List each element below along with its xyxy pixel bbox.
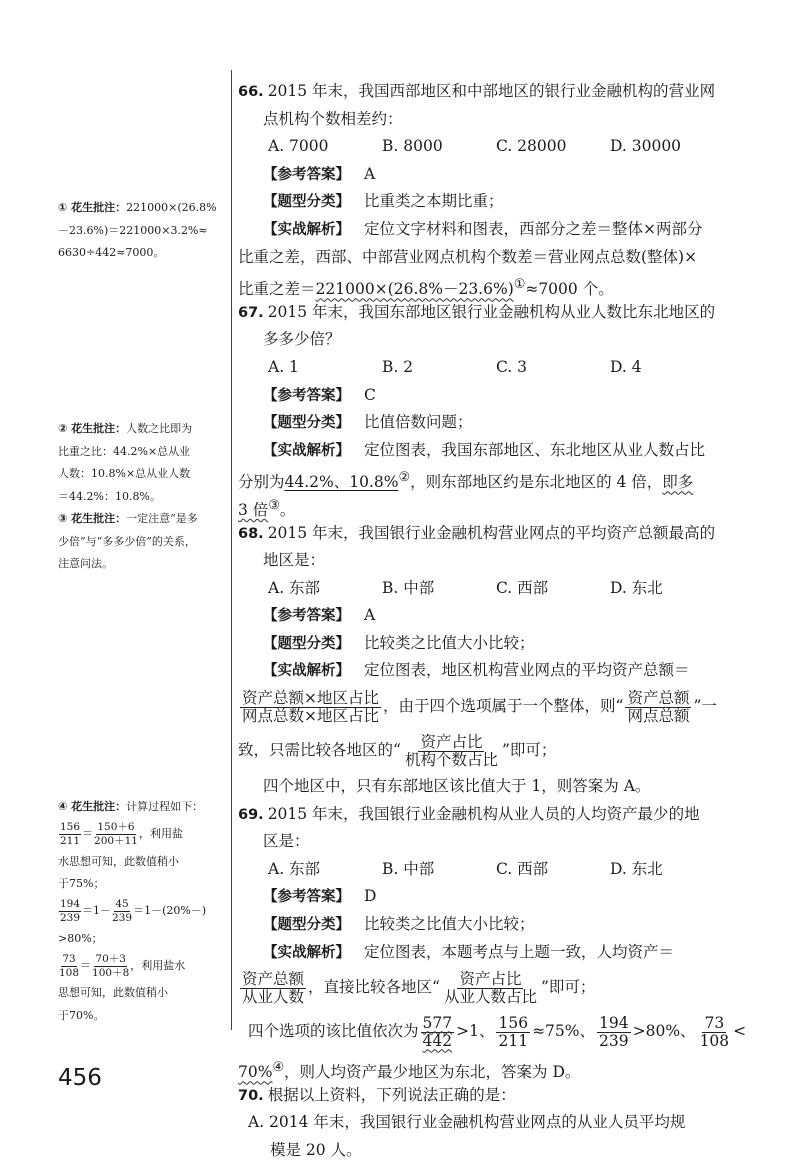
main-column bbox=[238, 78, 747, 1165]
side-note-4: ④ 花生批注：计算过程如下： $\frac{156}{211}$ ＝ $\frac{150+6}{200+11}$ ，利用盐 水思想可知，此数值稍小 于75%； $\frac{194}{239}$ ＝1－ $\frac{45}{239}$ ＝1－(20%－) >80%； $\frac{73}{108}$ ＝ $\frac{70+3}{100+8}$ ，利用盐水 思想可知，此数值稍小 于70%。 bbox=[58, 800, 207, 1022]
option-c: C. 28000 bbox=[496, 137, 567, 156]
fraction: $\frac{45}{239}$ bbox=[112, 898, 133, 924]
option-d: D. 东北 bbox=[610, 578, 663, 597]
question-66-answer: 【参考答案】 A bbox=[263, 164, 376, 183]
question-68-options bbox=[238, 575, 730, 603]
option-b: B. 2 bbox=[382, 357, 414, 376]
option-d: D. 4 bbox=[610, 357, 642, 376]
question-69-analysis-line-4: 70%④，则人均资产最少地区为东北，答案为 D。 bbox=[238, 1060, 581, 1082]
question-66-analysis-line-2: 比重之差，西部、中部营业网点机构个数差＝营业网点总数(整体)× bbox=[238, 247, 698, 266]
fraction: $\frac{\text{资产总额}}{\text{网点总额}}$ bbox=[627, 688, 690, 725]
question-69-stem-line-2: 区是： bbox=[263, 832, 310, 851]
fraction: $\frac{156}{211}$ bbox=[60, 821, 81, 847]
column-divider bbox=[231, 70, 232, 1030]
question-66-analysis-line-3: 比重之差＝221000×(26.8%－23.6%)①≈7000 个。 bbox=[238, 277, 614, 299]
question-67-stem-line-1: 67. 2015 年末，我国东部地区银行业金融机构从业人数比东北地区的 bbox=[238, 302, 716, 321]
question-68-answer: 【参考答案】 A bbox=[263, 606, 376, 625]
question-69-type: 【题型分类】 比较类之比值大小比较； bbox=[263, 915, 535, 934]
fraction: $\frac{70+3}{100+8}$ bbox=[92, 952, 130, 979]
fraction: $\frac{150+6}{200+11}$ bbox=[94, 821, 138, 847]
fraction: $\frac{194}{239}$ bbox=[60, 898, 81, 924]
question-66-options bbox=[238, 133, 730, 161]
fraction: $\frac{73}{108}$ bbox=[59, 952, 80, 979]
option-b: B. 中部 bbox=[382, 859, 435, 878]
question-67-type: 【题型分类】 比值倍数问题； bbox=[263, 413, 473, 432]
question-66-stem-line-1: 66. 2015 年末，我国西部地区和中部地区的银行业金融机构的营业网 bbox=[238, 82, 716, 100]
option-d: D. 东北 bbox=[610, 859, 663, 878]
question-66-type: 【题型分类】 比重类之本期比重； bbox=[263, 192, 504, 211]
option-b: B. 8000 bbox=[382, 137, 443, 156]
question-67-analysis-line-1: 【实战解析】 定位图表，我国东部地区、东北地区从业人数占比 bbox=[263, 440, 706, 459]
question-67-answer: 【参考答案】 C bbox=[263, 385, 376, 404]
option-d: D. 30000 bbox=[610, 137, 682, 156]
fraction: $\frac{\text{资产占比}}{\text{从业人数占比}}$ bbox=[443, 969, 537, 1006]
question-66-analysis-line-1: 【实战解析】 定位文字材料和图表，西部分之差＝整体×两部分 bbox=[263, 219, 703, 238]
fraction: $\frac{73}{108}$ bbox=[699, 1013, 730, 1050]
option-a: A. 东部 bbox=[268, 859, 321, 878]
question-70-option-a-line-2: 模是 20 人。 bbox=[270, 1141, 362, 1159]
option-c: C. 3 bbox=[496, 357, 528, 376]
question-68-stem-line-1: 68. 2015 年末，我国银行业金融机构营业网点的平均资产总额最高的 bbox=[238, 523, 716, 542]
fraction: $\frac{156}{211}$ bbox=[498, 1013, 529, 1050]
fraction: $\frac{\text{资产占比}}{\text{机构个数占比}}$ bbox=[404, 732, 498, 769]
option-a: A. 东部 bbox=[268, 578, 321, 597]
question-69-options bbox=[238, 856, 730, 884]
page-number: 456 bbox=[58, 1065, 102, 1091]
question-68-type: 【题型分类】 比较类之比值大小比较； bbox=[263, 633, 535, 652]
question-69-stem-line-1: 69. 2015 年末，我国银行业金融机构从业人员的人均资产最少的地 bbox=[238, 804, 700, 823]
question-69-answer: 【参考答案】 D bbox=[263, 887, 377, 906]
fraction: $\frac{\text{资产总额}}{\text{从业人数}}$ bbox=[242, 969, 305, 1006]
question-68-stem-line-2: 地区是： bbox=[263, 551, 326, 570]
question-70-option-a-line-1: A. 2014 年末，我国银行业金融机构营业网点的从业人员平均规 bbox=[248, 1113, 686, 1132]
question-67-analysis-line-2: 分别为44.2%、10.8%②，则东部地区约是东北地区的 4 倍，即多 bbox=[238, 470, 694, 492]
option-a: A. 1 bbox=[268, 357, 299, 376]
question-68-analysis-line-3: 致，只需比较各地区的“ $\frac{\text{资产占比}}{\text{机构个数占比}}$ ”即可； bbox=[238, 732, 557, 769]
question-66-stem-line-2: 点机构个数相差约： bbox=[263, 109, 403, 128]
question-69-analysis-line-1: 【实战解析】 定位图表，本题考点与上题一致，人均资产＝ bbox=[263, 942, 675, 961]
option-c: C. 西部 bbox=[496, 578, 549, 597]
option-a: A. 7000 bbox=[268, 137, 329, 156]
question-67-analysis-line-3: 3 倍③。 bbox=[238, 497, 296, 520]
side-note-3: ③ 花生批注：一定注意“是多 少倍”与“多多少倍”的关系， 注意问法。 bbox=[58, 512, 198, 570]
question-69-analysis-line-2: $\frac{\text{资产总额}}{\text{从业人数}}$ ，直接比较各地区“ $\frac{\text{资产占比}}{\text{从业人数占比}}$ ”即可； bbox=[242, 969, 596, 1006]
question-67-stem-line-2: 多多少倍？ bbox=[263, 330, 341, 349]
question-70-stem: 70. 根据以上资料，下列说法正确的是： bbox=[238, 1085, 516, 1104]
question-69-analysis-line-3: 四个选项的该比值依次为 $\frac{577}{442}$ >1、 $\frac{156}{211}$ ≈75%、 $\frac{194}{239}$ >80%、 $\frac{73}{108}$ < bbox=[248, 1013, 747, 1050]
question-68-conclusion: 四个地区中，只有东部地区该比值大于 1，则答案为 A。 bbox=[263, 777, 651, 796]
side-note-2: ② 花生批注：人数之比即为 比重之比：44.2%×总从业 人数：10.8%×总从业人数 ＝44.2%：10.8%。 bbox=[58, 422, 193, 503]
fraction: $\frac{194}{239}$ bbox=[599, 1013, 629, 1050]
option-c: C. 西部 bbox=[496, 859, 549, 878]
side-note-1: ① 花生批注：221000×(26.8% －23.6%)＝221000×3.2%≈ 6630÷442≈7000。 bbox=[58, 201, 217, 259]
question-67-options bbox=[238, 354, 730, 382]
question-68-analysis-line-2: $\frac{\text{资产总额×地区占比}}{\text{网点总数×地区占比}}$ ，由于四个选项属于一个整体，则“ $\frac{\text{资产总额}}{\text{网点总额}}$ ”一 bbox=[242, 688, 717, 725]
option-b: B. 中部 bbox=[382, 578, 435, 597]
fraction: $\frac{\text{资产总额×地区占比}}{\text{网点总数×地区占比}}$ bbox=[242, 688, 379, 725]
question-68-analysis-line-1: 【实战解析】 定位图表，地区机构营业网点的平均资产总额＝ bbox=[263, 661, 690, 680]
fraction: $\frac{577}{442}$ bbox=[422, 1013, 453, 1050]
